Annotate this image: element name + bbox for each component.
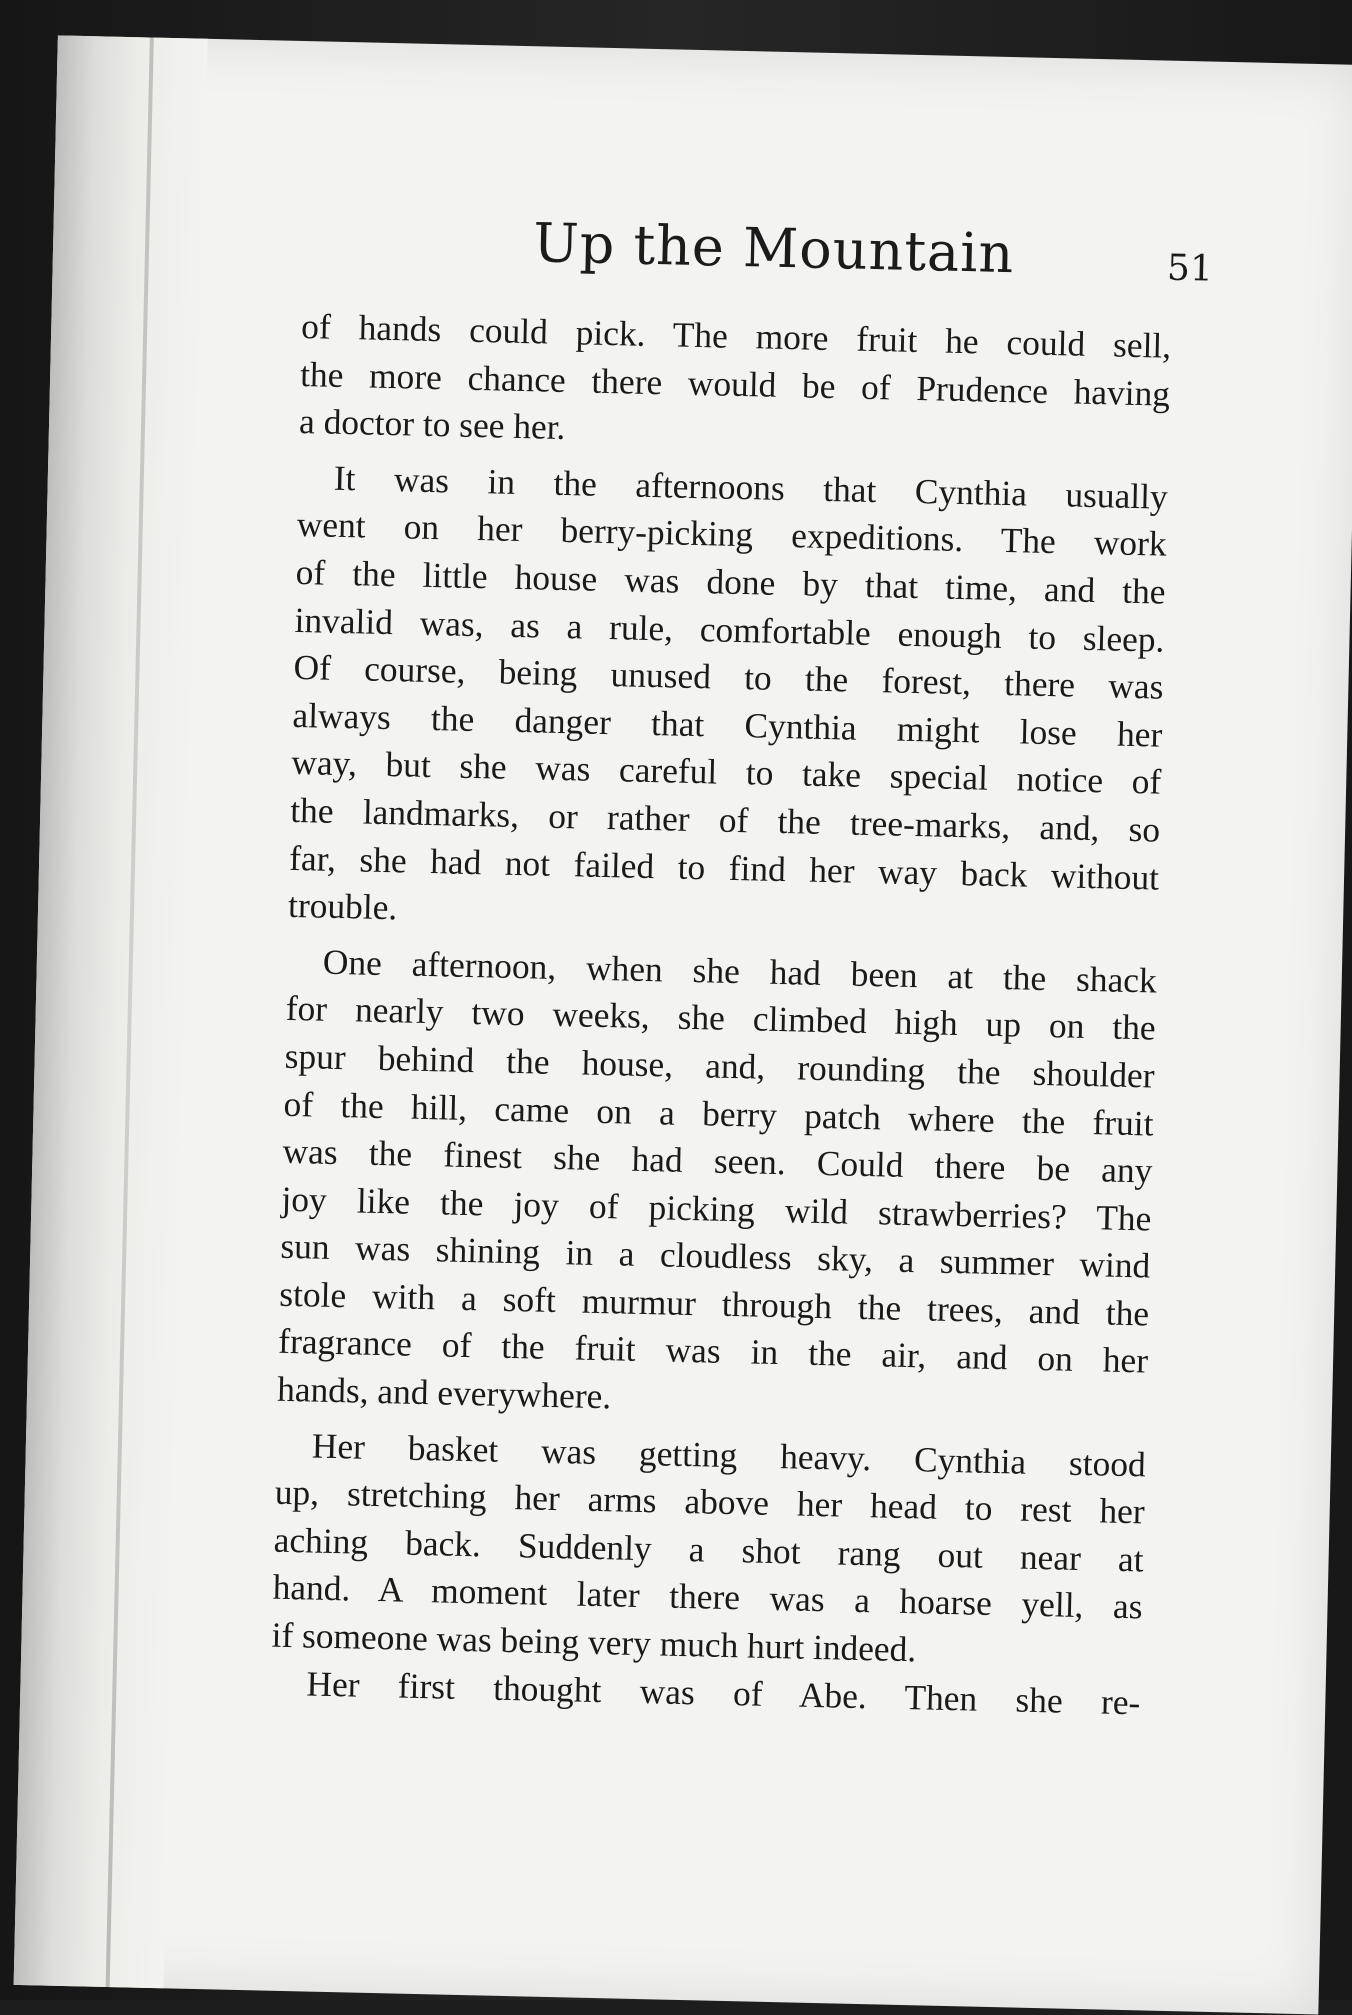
- text-line: One afternoon, when she had been at the shack: [322, 941, 1158, 1001]
- text-line: sun was shining in a cloudless sky, a summer wind: [280, 1226, 1151, 1286]
- text-line: a doctor to see her.: [298, 401, 566, 448]
- text-line: aching back. Suddenly a shot rang out near at: [273, 1519, 1145, 1580]
- text-line: of the hill, came on a berry patch where the fruit: [283, 1083, 1154, 1144]
- text-line: Of course, being unused to the forest, there was: [293, 647, 1164, 707]
- text-line: Her basket was getting heavy. Cynthia stood: [311, 1425, 1147, 1485]
- text-line: of the little house was done by that time, and the: [295, 551, 1166, 612]
- running-title: Up the Mountain: [532, 211, 1016, 286]
- page-gutter: [14, 35, 208, 1988]
- text-line: if someone was being very much hurt indeed.: [271, 1614, 917, 1670]
- text-line: the more chance there would be of Prudence having: [299, 353, 1171, 414]
- text-line: always the danger that Cynthia might lose her: [292, 694, 1163, 755]
- text-line: invalid was, as a rule, comfortable enough to sleep.: [294, 599, 1165, 660]
- text-line: up, stretching her arms above her head to rest her: [274, 1471, 1146, 1532]
- text-line: the landmarks, or rather of the tree-marks, and, so: [289, 789, 1161, 850]
- text-line: spur behind the house, and, rounding the shoulder: [284, 1035, 1156, 1096]
- book-page: [14, 35, 1352, 2014]
- page-number: 51: [1166, 247, 1214, 290]
- text-line: Her first thought was of Abe. Then she re-: [306, 1663, 1141, 1723]
- text-line: stole with a soft murmur through the trees, and the: [278, 1273, 1150, 1334]
- text-line: of hands could pick. The more fruit he could sell,: [300, 306, 1172, 366]
- text-line: trouble.: [287, 884, 398, 928]
- text-line: for nearly two weeks, she climbed high up on the: [285, 988, 1157, 1048]
- text-line: hand. A moment later there was a hoarse yell, as: [272, 1567, 1143, 1627]
- text-line: joy like the joy of picking wild strawberries? The: [281, 1178, 1152, 1239]
- text-line: way, but she was careful to take special notice of: [290, 742, 1162, 802]
- text-line: went on her berry-picking expeditions. The work: [296, 504, 1168, 565]
- text-line: It was in the afternoons that Cynthia usually: [333, 457, 1169, 517]
- text-line: hands, and everywhere.: [276, 1368, 612, 1417]
- running-head: [352, 207, 1224, 317]
- body-text: [270, 303, 1172, 1727]
- text-line: far, she had not failed to find her way back without: [288, 837, 1160, 898]
- text-line: fragrance of the fruit was in the air, and on her: [277, 1321, 1149, 1381]
- text-line: was the finest she had seen. Could there be any: [282, 1130, 1153, 1191]
